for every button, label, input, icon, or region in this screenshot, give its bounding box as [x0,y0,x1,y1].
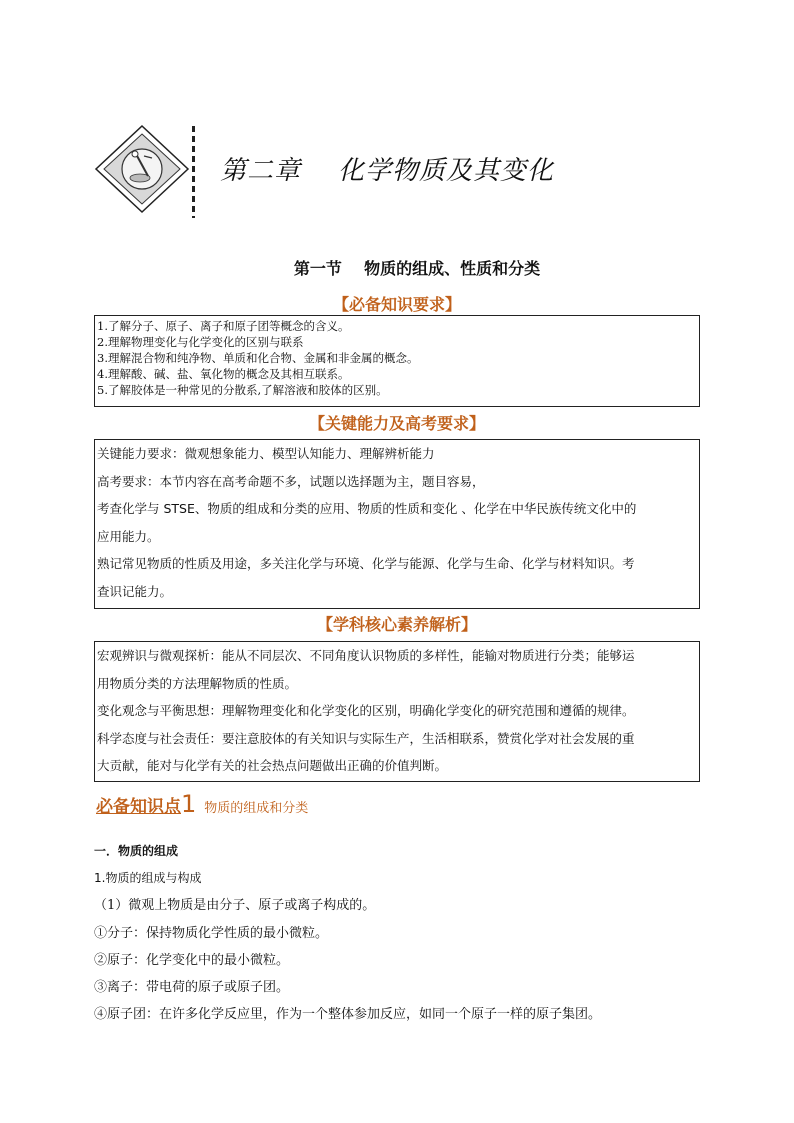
section-title: 第一节 物质的组成、性质和分类 [293,259,541,278]
abilities-heading: 【关键能力及高考要求】 [308,414,485,433]
requirements-heading: 【必备知识要求】 [332,295,461,314]
knowledge-point-subtitle: 物质的组成和分类 [204,801,309,816]
literacy-line: 科学态度与社会责任：要注意胶体的有关知识与实际生产，生活相联系，赞赏化学对社会发展的重 [97,730,635,746]
literacy-heading: 【学科核心素养解析】 [316,615,477,634]
requirement-item: 1.了解分子、原子、离子和原子团等概念的含义。 [97,319,350,333]
abilities-box [94,439,700,609]
content-item: ①分子：保持物质化学性质的最小微粒。 [94,926,329,941]
knowledge-point-heading [96,790,308,818]
abilities-line: 应用能力。 [97,528,160,544]
content-item: ②原子：化学变化中的最小微粒。 [94,953,290,968]
requirement-item: 4.理解酸、碱、盐、氧化物的概念及其相互联系。 [97,367,350,381]
abilities-line: 关键能力要求：微观想象能力、模型认知能力、理解辨析能力 [97,446,435,461]
literacy-line: 大贡献，能对与化学有关的社会热点问题做出正确的价值判断。 [97,758,448,773]
content-item: ④原子团：在许多化学反应里，作为一个整体参加反应，如同一个原子一样的原子集团。 [94,1007,602,1022]
knowledge-point-number: 1 [181,790,197,818]
literacy-box [94,641,700,782]
requirements-box [94,315,700,407]
header-divider [192,126,195,218]
requirement-item: 3.理解混合物和纯净物、单质和化合物、金属和非金属的概念。 [97,351,419,365]
chapter-title: 第二章 化学物质及其变化 [220,156,555,186]
literacy-line: 宏观辨识与微观探析：能从不同层次、不同角度认识物质的多样性，能输对物质进行分类；能够运 [97,648,635,663]
abilities-line: 考查化学与 STSE、物质的组成和分类的应用、物质的性质和变化 、化学在中华民族传统文化中的 [97,501,637,516]
literacy-line: 变化观念与平衡思想：理解物理变化和化学变化的区别，明确化学变化的研究范围和遵循的规律。 [97,703,635,718]
literacy-line: 用物质分类的方法理解物质的性质。 [97,675,298,691]
knowledge-point-label: 必备知识点 [96,797,181,817]
content-heading-1: 一．物质的组成 [94,844,179,858]
content-paragraph: （1）微观上物质是由分子、原子或离子构成的。 [94,898,376,913]
requirement-item: 5.了解胶体是一种常见的分散系,了解溶液和胶体的区别。 [97,383,388,397]
abilities-line: 查识记能力。 [97,583,173,599]
abilities-line: 熟记常见物质的性质及用途，多关注化学与环境、化学与能源、化学与生命、化学与材料知识。考 [97,556,635,571]
abilities-line: 高考要求：本节内容在高考命题不多，试题以选择题为主，题目容易， [97,473,485,489]
content-item: ③离子：带电荷的原子或原子团。 [94,980,290,995]
content-heading-2: 1.物质的组成与构成 [94,871,202,885]
chapter-logo-icon [94,124,190,214]
requirement-item: 2.理解物理变化与化学变化的区别与联系 [97,335,304,349]
